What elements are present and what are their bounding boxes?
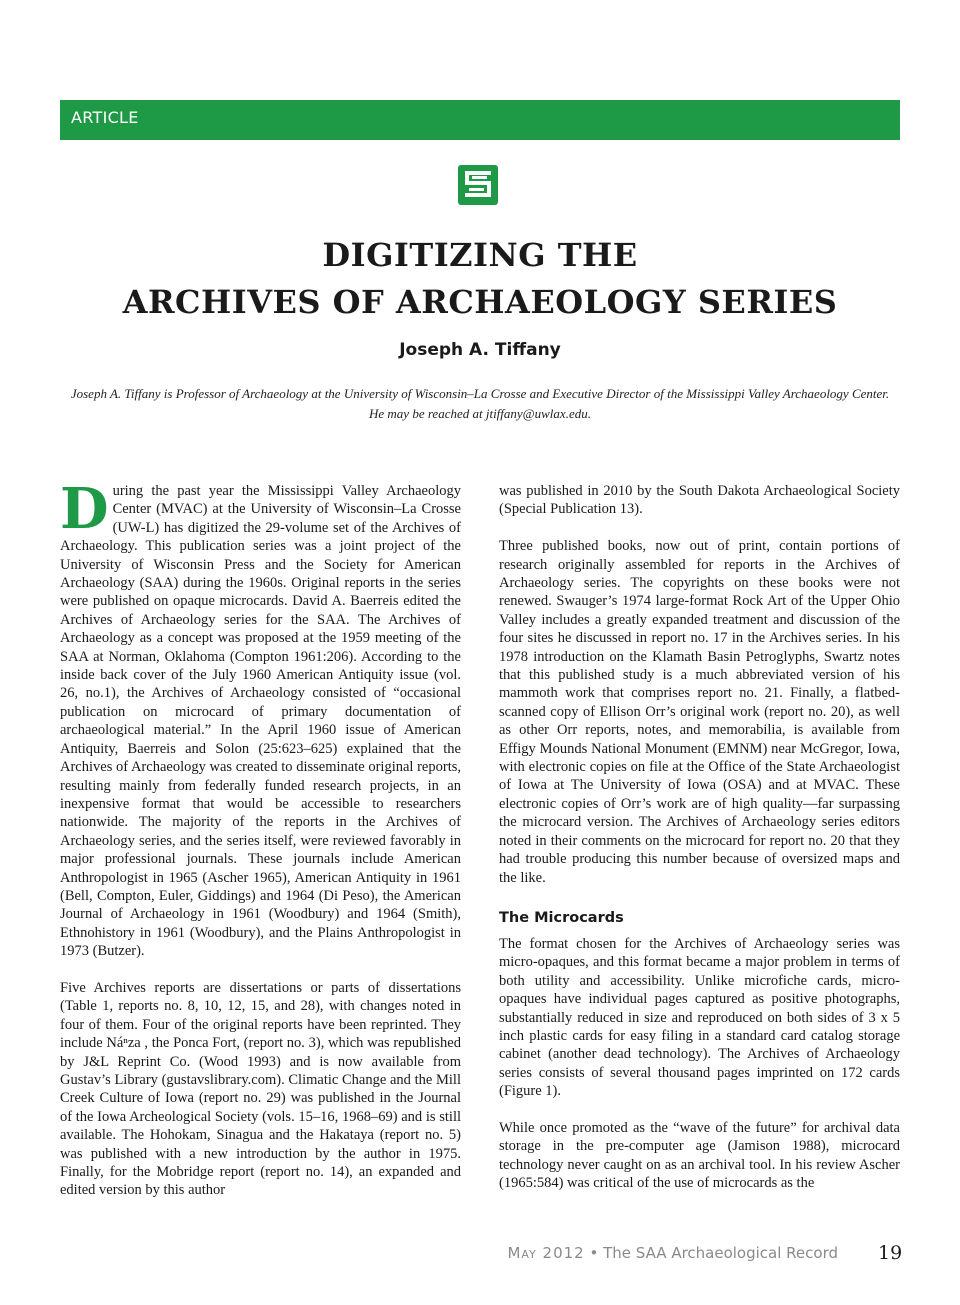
section-heading: The Microcards xyxy=(499,909,624,926)
paragraph-3: was published in 2010 by the South Dakota Archaeological Society (Special Publication 13). xyxy=(499,483,900,518)
paragraph-1 xyxy=(60,476,461,961)
paragraph-1-text: uring the past year the Mississippi Valley Archaeology Center (MVAC) at the University of Wisconsin–La Crosse (UW-L) has digitized the 29-volume set of the Archives of Archaeology. This publication series was a joint project of the University of Wisconsin Press and the Society for American Archaeology (SAA) during the 1960s. Original reports in the series were published on opaque microcards. David A. Baerreis edited the Archives of Archaeology series for the SAA. The Archives of Archaeology as a concept was proposed at the 1959 meeting of the SAA at Norman, Oklahoma (Compton 1961:206). According to the inside back cover of the July 1960 American Antiquity issue (vol. 26, no.1), the Archives of Archaeology consisted of “occasional publication on microcard of primary documentation of archaeological material.” In the April 1960 issue of American Antiquity, Baerreis and Solon (25:623–625) explained that the Archives of Archaeology was created to disseminate original reports, resulting mainly from federally funded research projects, in an inexpensive format that would be accessible to researchers nationwide. The majority of the reports in the Archives of Archaeology series, and the series itself, were reviewed favorably in major professional journals. These journals include American Anthropologist in 1965 (Ascher 1965), American Antiquity in 1961 (Bell, Compton, Euler, Giddings) and 1964 (Di Peso), the American Journal of Archaeology in 1961 (Woodbury) and 1964 (Smith), Ethnohistory in 1961 (Woodbury), and the Plains Anthropologist in 1973 (Butzer). xyxy=(60,483,461,960)
running-footer xyxy=(507,1244,838,1262)
footer-journal: The SAA Archaeological Record xyxy=(603,1244,838,1262)
author-bio-line-2: He may be reached at jtiffany@uwlax.edu. xyxy=(369,406,591,421)
article-title-line-2: ARCHIVES OF ARCHAEOLOGY SERIES xyxy=(122,283,838,321)
paragraph-4: Three published books, now out of print, contain portions of research originally assembled for reports in the Archives of Archaeology series. The copyrights on these books were not renewed. Swauger’s 1974 large-format Rock Art of the Upper Ohio Valley includes a greatly expanded treatment and discussion of the four sites he discussed in report no. 17 in the Archives series. In his 1978 introduction on the Klamath Basin Petroglyphs, Swartz notes that this published study is a much abbreviated version of his mammoth work that comprises report no. 21. Finally, a flatbed-scanned copy of Ellison Orr’s original work (report no. 20), as well as other Orr reports, notes, and memorabilia, is available from Effigy Mounds National Monument (EMNM) near McGregor, Iowa, with electronic copies on file at the Office of the State Archaeologist of Iowa at The University of Iowa (OSA) and at MVAC. These electronic copies of Orr’s work are of high quality—far surpassing the microcard version. The Archives of Archaeology series editors noted in their comments on the microcard for report no. 20 that they had trouble producing this number because of oversized maps and the like. xyxy=(499,538,900,886)
saa-logo-icon xyxy=(456,163,500,207)
paragraph-2: Five Archives reports are dissertations or parts of dissertations (Table 1, reports no. 8, 10, 12, 15, and 28), with changes noted in four of them. Four of the original reports have been reprinted. They include Náⁿza , the Ponca Fort, (report no. 3), which was republished by J&L Reprint Co. (Wood 1993) and is now available from Gustav’s Library (gustavslibrary.com). Climatic Change and the Mill Creek Culture of Iowa (report no. 29) was published in the Journal of the Iowa Archeological Society (vols. 15–16, 1968–69) and is still available. The Hohokam, Sinagua and the Hakataya (report no. 5) was published with a new introduction by the author in 1975. Finally, for the Mobridge report (report no. 14), an expanded and edited version by this author xyxy=(60,979,461,1199)
page-number: 19 xyxy=(878,1242,903,1264)
author-name: Joseph A. Tiffany xyxy=(399,340,561,360)
left-column xyxy=(60,476,461,1218)
section-label: ARTICLE xyxy=(71,108,139,127)
drop-cap: D xyxy=(60,476,109,542)
paragraph-6: While once promoted as the “wave of the future” for archival data storage in the pre-computer age (Jamison 1988), microcard technology never caught on as an archival tool. In his review Ascher (1965:584) was critical of the use of microcards as the xyxy=(499,1119,900,1192)
author-bio-line-1: Joseph A. Tiffany is Professor of Archaeology at the University of Wisconsin–La Crosse and Executive Director of the Mississippi Valley Archaeology Center. xyxy=(70,386,890,401)
right-column xyxy=(499,482,900,1211)
section-banner xyxy=(60,100,900,140)
footer-separator: • xyxy=(589,1244,599,1262)
footer-issue: May 2012 xyxy=(507,1244,585,1262)
article-title-line-1: DIGITIZING THE xyxy=(322,236,638,274)
paragraph-5: The format chosen for the Archives of Archaeology series was micro-opaques, and this format became a major problem in terms of both utility and accessibility. Unlike microfiche cards, micro-opaques have individual pages captured as positive photographs, substantially reduced in size and reproduced on both sides of 3 x 5 inch plastic cards for easy filing in a standard card catalog storage cabinet (another dead technology). The Archives of Archaeology series consists of several thousand pages imprinted on 172 cards (Figure 1). xyxy=(499,935,900,1100)
author-bio xyxy=(60,384,900,424)
